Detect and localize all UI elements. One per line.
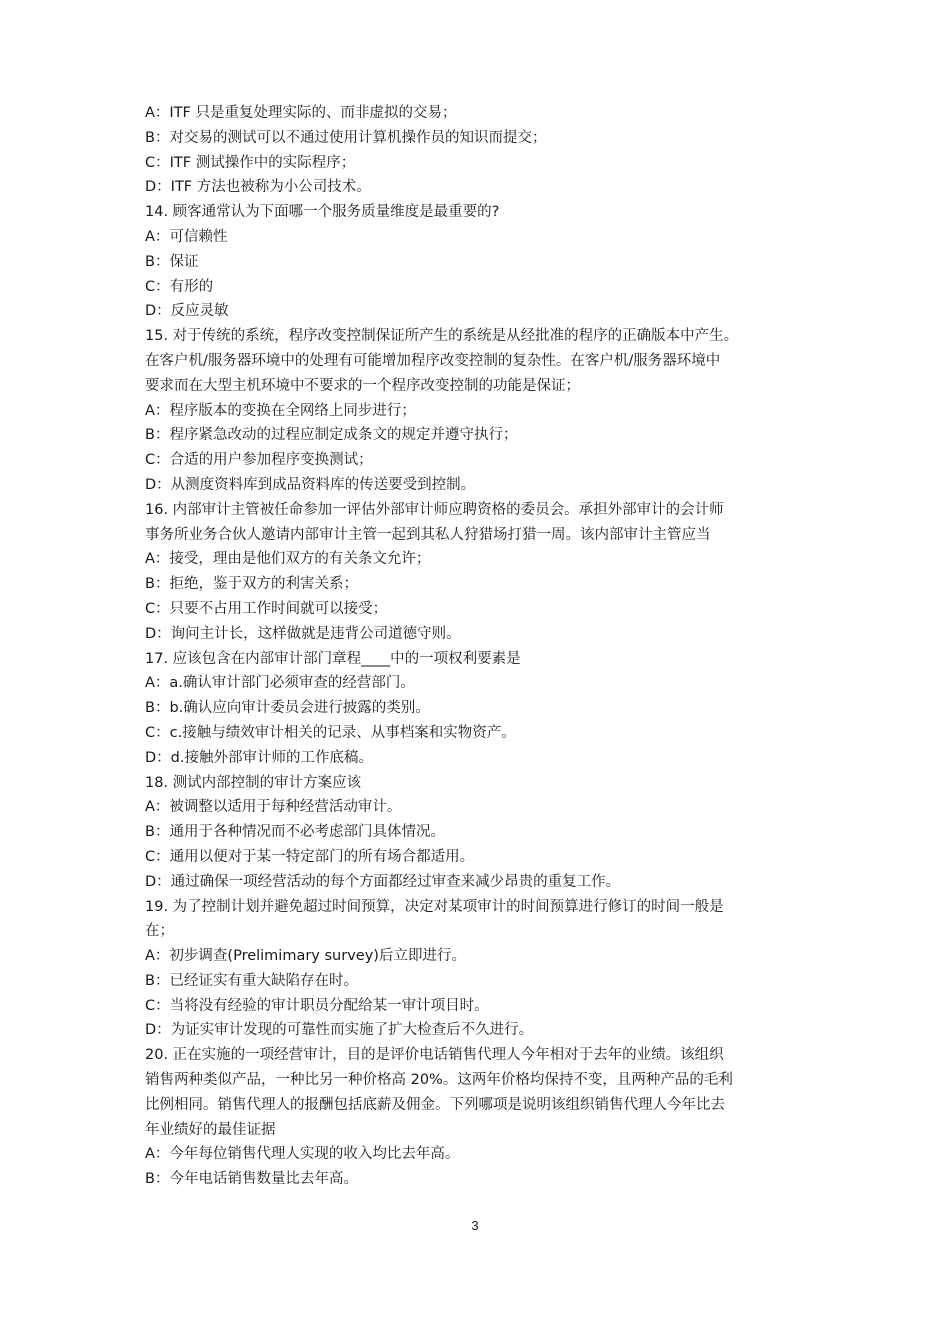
text-line: D：反应灵敏 [145,303,229,320]
text-line: C：c.接触与绩效审计相关的记录、从事档案和实物资产。 [145,724,516,741]
text-line: B：拒绝，鉴于双方的利害关系； [145,576,358,593]
text-line: D：ITF 方法也被称为小公司技术。 [145,179,371,196]
text-line: 销售两种类似产品，一种比另一种价格高 20%。这两年价格均保持不变，且两种产品的毛利 [145,1072,733,1089]
text-line: 在客户机/服务器环境中的处理有可能增加程序改变控制的复杂性。在客户机/服务器环境中 [145,352,721,369]
text-line: A：ITF 只是重复处理实际的、而非虚拟的交易； [145,105,457,121]
text-line: D：通过确保一项经营活动的每个方面都经过审查来减少昂贵的重复工作。 [145,873,621,890]
text-line: 17. 应该包含在内部审计部门章程____中的一项权利要素是 [145,650,521,667]
text-line: D：d.接触外部审计师的工作底稿。 [145,749,373,766]
document-body [145,101,835,1192]
text-line: A：初步调查(Prelimimary survey)后立即进行。 [145,948,466,965]
page-number: 3 [471,1218,479,1233]
text-line: 16. 内部审计主管被任命参加一评估外部审计师应聘资格的委员会。承担外部审计的会计师 [145,501,724,518]
text-line: A：被调整以适用于每种经营活动审计。 [145,799,402,816]
text-line: 在； [145,923,174,940]
text-line: B：对交易的测试可以不通过使用计算机操作员的知识而提交； [145,129,547,146]
text-line: D：询问主计长，这样做就是违背公司道德守则。 [145,625,461,642]
text-line: 19. 为了控制计划并避免超过时间预算，决定对某项审计的时间预算进行修订的时间一般是 [145,898,724,915]
text-line: C：合适的用户参加程序变换测试； [145,452,373,469]
text-line: 20. 正在实施的一项经营审计，目的是评价电话销售代理人今年相对于去年的业绩。该组织 [145,1047,724,1064]
text-line: 比例相同。销售代理人的报酬包括底薪及佣金。下列哪项是说明该组织销售代理人今年比去 [145,1096,725,1113]
text-line: C：当将没有经验的审计职员分配给某一审计项目时。 [145,997,489,1014]
text-line: 15. 对于传统的系统，程序改变控制保证所产生的系统是从经批准的程序的正确版本中产生。 [145,328,739,345]
text-line: A：可信赖性 [145,228,228,245]
text-line: A：接受，理由是他们双方的有关条文允许； [145,551,431,568]
text-line: 要求而在大型主机环境中不要求的一个程序改变控制的功能是保证； [145,377,580,394]
text-line: A：程序版本的变换在全网络上同步进行； [145,402,416,419]
text-line: B：通用于各种情况而不必考虑部门具体情况。 [145,824,445,841]
text-line: B：程序紧急改动的过程应制定成条文的规定并遵守执行； [145,427,518,444]
text-line: C：只要不占用工作时间就可以接受； [145,600,388,617]
text-line: C：ITF 测试操作中的实际程序； [145,154,356,171]
text-line: B：已经证实有重大缺陷存在时。 [145,972,358,989]
text-line: 年业绩好的最佳证据 [145,1121,276,1138]
text-line: 事务所业务合伙人邀请内部审计主管一起到其私人狩猎场打猎一周。该内部审计主管应当 [145,526,711,543]
text-line: C：通用以便对于某一特定部门的所有场合都适用。 [145,848,475,865]
text-line: B：保证 [145,253,199,270]
text-line: D：从测度资料库到成品资料库的传送要受到控制。 [145,476,476,493]
text-line: C：有形的 [145,278,214,295]
text-line: 18. 测试内部控制的审计方案应该 [145,774,362,791]
text-line: 14. 顾客通常认为下面哪一个服务质量维度是最重要的? [145,204,500,221]
text-line: B：今年电话销售数量比去年高。 [145,1171,358,1188]
text-line: B：b.确认应向审计委员会进行披露的类别。 [145,700,430,717]
text-line: A：今年每位销售代理人实现的收入均比去年高。 [145,1146,460,1163]
text-line: D：为证实审计发现的可靠性而实施了扩大检查后不久进行。 [145,1022,534,1039]
text-line: A：a.确认审计部门必须审查的经营部门。 [145,675,415,692]
